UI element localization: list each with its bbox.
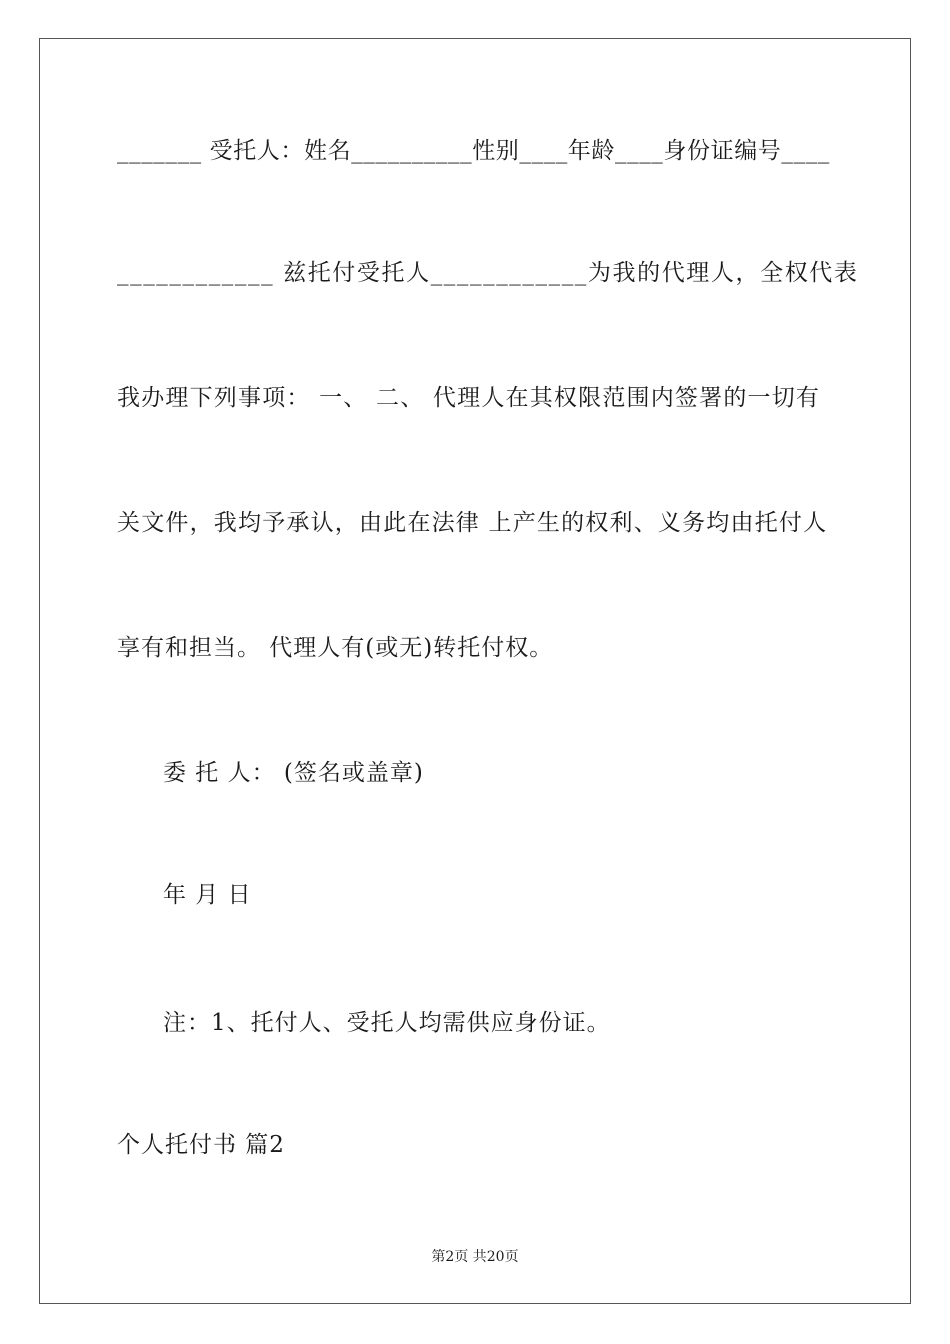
- rights-line: 关文件，我均予承认，由此在法律 上产生的权利、义务均由托付人: [117, 510, 828, 536]
- principal-signature-line: 委 托 人： (签名或盖章): [163, 760, 424, 786]
- page-frame: [39, 38, 911, 1304]
- page-number-footer: 第2页 共20页: [431, 1249, 519, 1265]
- appointment-line: ____________ 兹托付受托人____________为我的代理人，全权代表: [117, 260, 859, 286]
- trustee-info-line: _______ 受托人：姓名__________性别____年龄____身份证编号____: [117, 138, 830, 164]
- note-line: 注：1、托付人、受托人均需供应身份证。: [163, 1010, 611, 1036]
- matters-line: 我办理下列事项： 一、 二、 代理人在其权限范围内签署的一切有: [117, 385, 821, 411]
- date-line: 年 月 日: [163, 882, 252, 908]
- subdelegation-line: 享有和担当。 代理人有(或无)转托付权。: [117, 635, 554, 661]
- section-heading: 个人托付书 篇2: [117, 1132, 285, 1158]
